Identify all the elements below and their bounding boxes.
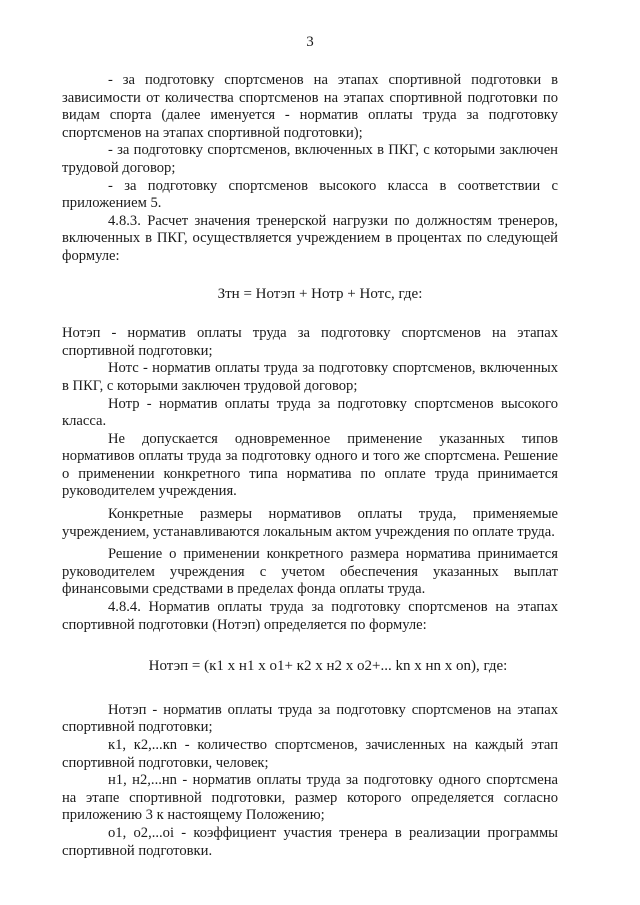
paragraph: о1, о2,...оi - коэффициент участия тренера в реализации программы спортивной подготовки.: [62, 824, 558, 859]
paragraph: - за подготовку спортсменов на этапах спортивной подготовки в зависимости от количества спортсменов на этапах спортивной подготовки по видам спорта (далее именуется - норматив оплаты труда за подготовку спортсменов на этапах спортивной подготовки);: [62, 72, 558, 141]
formula-notep: Нотэп = (к1 х н1 х о1+ к2 х н2 х о2+... kn х нn х оn), где:: [148, 658, 508, 675]
formula-trainer-load: Зтн = Нотэп + Нотр + Нотс, где:: [217, 285, 423, 302]
paragraph: Не допускается одновременное применение указанных типов нормативов оплаты труда за подготовку одного и того же спортсмена. Решение о применении конкретного типа норматива по оплате труда принимается руководителем учреждения.: [62, 430, 558, 500]
paragraph: 4.8.3. Расчет значения тренерской нагрузки по должностям тренеров, включенных в ПКГ, осуществляется учреждением в процентах по следующей формуле:: [62, 212, 558, 264]
paragraph: Решение о применении конкретного размера норматива принимается руководителем учреждения с учетом обеспечения указанных выплат финансовыми средствами в пределах фонда оплаты труда.: [62, 546, 558, 598]
paragraph: - за подготовку спортсменов высокого класса в соответствии с приложением 5.: [62, 177, 558, 212]
page-number: 3: [306, 34, 314, 50]
paragraph: к1, к2,...кn - количество спортсменов, зачисленных на каждый этап спортивной подготовки, человек;: [62, 737, 558, 771]
paragraph: Нотр - норматив оплаты труда за подготовку спортсменов высокого класса.: [62, 395, 558, 430]
paragraph: - за подготовку спортсменов, включенных в ПКГ, с которыми заключен трудовой договор;: [62, 142, 558, 176]
paragraph: Нотэп - норматив оплаты труда за подготовку спортсменов на этапах спортивной подготовки;: [62, 701, 558, 736]
document-body: [62, 72, 558, 860]
paragraph: 4.8.4. Норматив оплаты труда за подготовку спортсменов на этапах спортивной подготовки (Нотэп) определяется по формуле:: [62, 599, 558, 633]
paragraph: Нотс - норматив оплаты труда за подготовку спортсменов, включенных в ПКГ, с которыми заключен трудовой договор;: [62, 360, 558, 394]
paragraph: н1, н2,...нn - норматив оплаты труда за подготовку одного спортсмена на этапе спортивной подготовки, размер которого определяется согласно приложению 3 к настоящему Положению;: [62, 772, 558, 824]
paragraph: Нотэп - норматив оплаты труда за подготовку спортсменов на этапах спортивной подготовки;: [62, 325, 558, 359]
paragraph: Конкретные размеры нормативов оплаты труда, применяемые учреждением, устанавливаются локальным актом учреждения по оплате труда.: [62, 506, 558, 540]
